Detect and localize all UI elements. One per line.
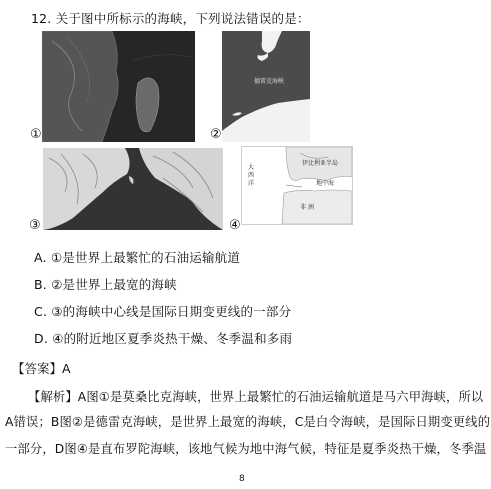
figure-4-map xyxy=(241,146,353,225)
figure-1-map xyxy=(42,31,195,142)
fig4-text-3: 伊比利亚半岛 xyxy=(302,160,339,167)
option-c: C. ③的海峡中心线是国际日期变更线的一部分 xyxy=(34,304,292,319)
figure-4-label: ④ xyxy=(229,218,241,233)
figure-3-label: ③ xyxy=(29,218,41,233)
explanation-line-3: 一部分，D图④是直布罗陀海峡，该地气候为地中海气候，特征是夏季炎热干燥，冬季温 xyxy=(5,442,487,456)
fig4-text-6: 洲 xyxy=(308,204,315,211)
figure-2-map xyxy=(222,31,310,142)
figure-3-map xyxy=(43,148,223,230)
answer: 【答案】A xyxy=(12,361,71,376)
explanation-line-1: 【解析】A图①是莫桑比克海峡，世界上最繁忙的石油运输航道是马六甲海峡，所以 xyxy=(28,390,484,404)
option-a: A. ①是世界上最繁忙的石油运输航道 xyxy=(34,250,241,265)
option-b: B. ②是世界上最宽的海峡 xyxy=(34,277,177,292)
page-number: 8 xyxy=(239,474,245,484)
fig4-text-4: 地中海 xyxy=(316,180,335,187)
figure-1-label: ① xyxy=(30,127,42,142)
explanation-line-2: A错误；B图②是德雷克海峡，是世界上最宽的海峡，C是白令海峡，是国际日期变更线的 xyxy=(5,415,491,429)
fig4-text-1: 西 xyxy=(248,172,255,179)
fig4-text-0: 大 xyxy=(248,164,255,171)
fig4-text-5: 非 xyxy=(300,204,307,211)
option-d: D. ④的附近地区夏季炎热干燥、冬季温和多雨 xyxy=(34,331,293,346)
figure-2-label: ② xyxy=(210,127,222,142)
figure-2-strait-label: 德雷克海峡 xyxy=(254,78,285,85)
question-title: 12. 关于图中所标示的海峡，下列说法错误的是： xyxy=(31,11,310,26)
fig4-text-2: 洋 xyxy=(248,180,255,187)
